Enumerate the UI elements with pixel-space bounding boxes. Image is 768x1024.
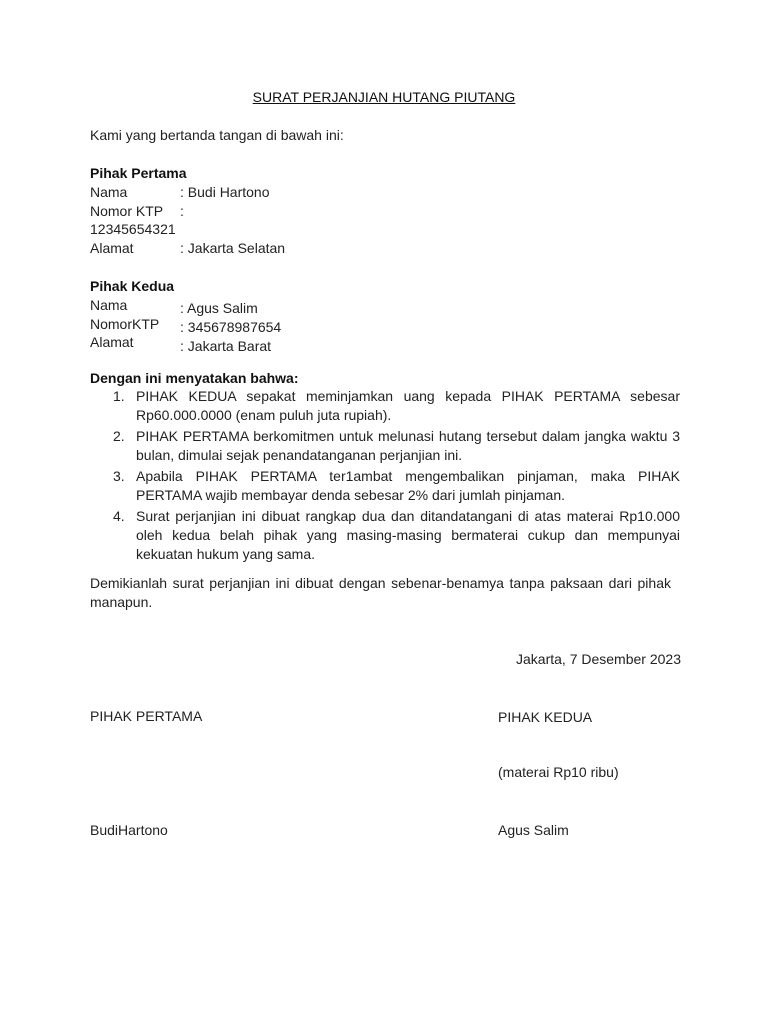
list-item-number: 4. [113,508,125,524]
pihak-pertama-heading: Pihak Pertama [90,165,187,181]
list-item-number: 3. [113,468,125,484]
pihak-pertama-nama-label: Nama [90,184,128,200]
signature-left-name: BudiHartono [90,822,168,838]
pihak-kedua-alamat-value: : Jakarta Barat [180,338,272,354]
statement-heading: Dengan ini menyatakan bahwa: [90,370,299,386]
pihak-kedua-alamat-label: Alamat [90,334,134,350]
statement-list [113,387,680,566]
pihak-kedua-nama-label: Nama [90,297,128,313]
signature-right-label: PIHAK KEDUA [498,709,593,725]
pihak-kedua-nama-value: : Agus Salim [180,300,258,316]
intro-text: Kami yang bertanda tangan di bawah ini: [90,127,344,143]
list-item-text: Apabila PIHAK PERTAMA ter1ambat mengembalikan pinjaman, maka PIHAK PERTAMA wajib membayar denda sebesar 2% dari jumlah pinjaman. [136,468,680,503]
document-title: SURAT PERJANJIAN HUTANG PIUTANG [252,89,516,105]
closing-paragraph: Demikianlah surat perjanjian ini dibuat dengan sebenar-benamya tanpa paksaan dari pihak manapun. [90,575,671,610]
pihak-pertama-ktp-label: Nomor KTP [90,203,164,219]
pihak-pertama-nama-value: : Budi Hartono [180,184,270,200]
signature-left-label: PIHAK PERTAMA [90,708,203,724]
pihak-kedua-heading: Pihak Kedua [90,278,175,294]
list-item-text: PIHAK PERTAMA berkomitmen untuk melunasi hutang tersebut dalam jangka waktu 3 bulan, dimulai sejak penandatanganan perjanjian ini. [136,428,680,463]
place-date: Jakarta, 7 Desember 2023 [516,651,681,667]
list-item-number: 1. [113,388,125,404]
list-item-text: Surat perjanjian ini dibuat rangkap dua dan ditandatangani di atas materai Rp10.000 oleh kedua belah pihak yang masing-masing bermaterai cukup dan mempunyai kekuatan hukum yang sama. [136,508,680,562]
pihak-pertama-ktp-value: 12345654321 [90,221,176,237]
pihak-pertama-alamat-value: : Jakarta Selatan [180,240,286,256]
signature-right-name: Agus Salim [498,822,569,838]
list-item [113,467,680,505]
list-item [113,387,680,425]
list-item-number: 2. [113,428,125,444]
list-item-text: PIHAK KEDUA sepakat meminjamkan uang kepada PIHAK PERTAMA sebesar Rp60.000.0000 (enam puluh juta rupiah). [136,388,680,423]
pihak-pertama-alamat-label: Alamat [90,240,134,256]
materai-note: (materai Rp10 ribu) [498,764,619,780]
list-item [113,427,680,465]
pihak-pertama-ktp-separator: : [180,203,184,219]
pihak-kedua-ktp-value: : 345678987654 [180,319,282,335]
list-item [113,507,680,564]
pihak-kedua-ktp-label: NomorKTP [90,316,160,332]
